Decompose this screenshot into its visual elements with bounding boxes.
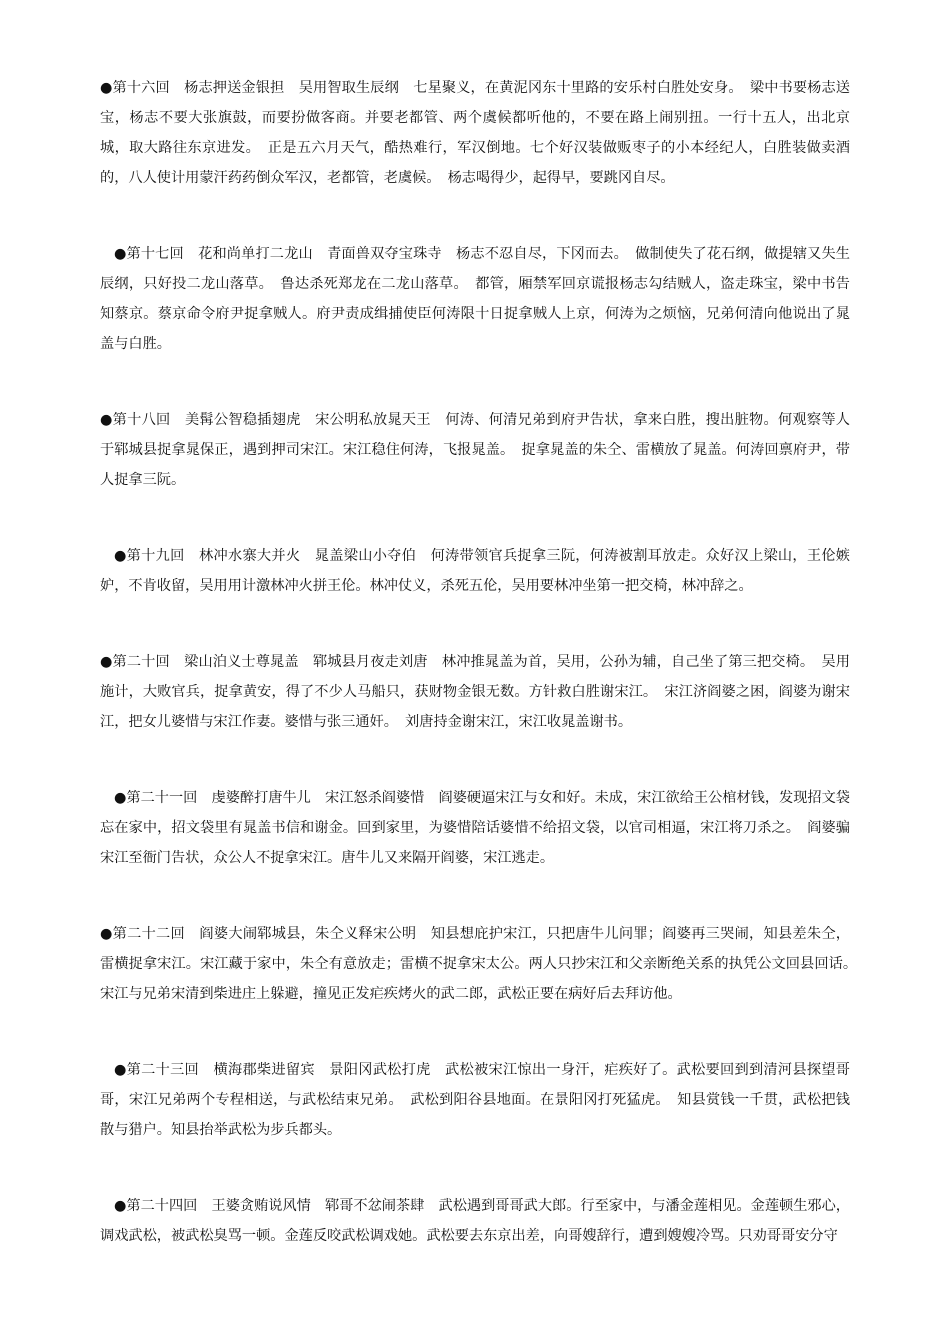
paragraph-chapter-22: ●第二十二回 阎婆大闹郓城县，朱仝义释宋公明 知县想庇护宋江，只把唐牛儿问罪；阎婆再三哭闹，知县差朱仝，雷横捉拿宋江。宋江藏于家中，朱仝有意放走；雷横不捉拿宋太公。两人只抄宋江和父亲断绝关系的执凭公文回县回话。 宋江与兄弟宋清到柴进庄上躲避，撞见正发疟疾烤火的武二郎，武松正要在病好后去拜访他。 xyxy=(100,926,865,1002)
paragraph-chapter-21: ●第二十一回 虔婆醉打唐牛儿 宋江怒杀阎婆惜 阎婆硬逼宋江与女和好。未成，宋江欲给王公棺材钱，发现招文袋忘在家中，招文袋里有晁盖书信和谢金。回到家里，为婆惜陪话婆惜不给招文袋，以官司相逼，宋江将刀杀之。 阎婆骗宋江至衙门告状，众公人不捉拿宋江。唐牛儿又来隔开阎婆，宋江逃走。 xyxy=(100,790,850,866)
paragraph-chapter-20: ●第二十回 梁山泊义士尊晁盖 郓城县月夜走刘唐 林冲推晁盖为首，吴用，公孙为辅，自己坐了第三把交椅。 吴用施计，大败官兵，捉拿黄安，得了不少人马船只，获财物金银无数。方针救白胜谢宋江。 宋江济阎婆之困，阎婆为谢宋江，把女儿婆惜与宋江作妻。婆惜与张三通奸。 刘唐持金谢宋江，宋江收晁盖谢书。 xyxy=(100,654,850,730)
paragraph-chapter-16: ●第十六回 杨志押送金银担 吴用智取生辰纲 七星聚义，在黄泥冈东十里路的安乐村白胜处安身。 梁中书要杨志送宝，杨志不要大张旗鼓，而要扮做客商。并要老都管、两个虞候都听他的，不要在路上闹别扭。一行十五人，出北京城，取大路往东京进发。 正是五六月天气，酷热难行，军汉倒地。七个好汉装做贩枣子的小本经纪人，白胜装做卖酒的，八人使计用蒙汗药药倒众军汉，老都管，老虞候。 杨志喝得少，起得早，要跳冈自尽。 xyxy=(100,80,850,186)
paragraph-chapter-17: ●第十七回 花和尚单打二龙山 青面兽双夺宝珠寺 杨志不忍自尽，下冈而去。 做制使失了花石纲，做提辖又失生辰纲，只好投二龙山落草。 鲁达杀死郑龙在二龙山落草。 都管，厢禁军回京谎报杨志勾结贼人，盗走珠宝，梁中书告知蔡京。蔡京命令府尹捉拿贼人。府尹责成缉捕使臣何涛限十日捉拿贼人上京，何涛为之烦恼，兄弟何清向他说出了晁盖与白胜。 xyxy=(100,246,850,352)
paragraph-chapter-18: ●第十八回 美髯公智稳插翅虎 宋公明私放晁天王 何涛、何清兄弟到府尹告状，拿来白胜，搜出脏物。何观察等人于郓城县捉拿晁保正，遇到押司宋江。宋江稳住何涛，飞报晁盖。 捉拿晁盖的朱仝、雷横放了晁盖。何涛回禀府尹，带人捉拿三阮。 xyxy=(100,412,850,488)
paragraph-chapter-23: ●第二十三回 横海郡柴进留宾 景阳冈武松打虎 武松被宋江惊出一身汗，疟疾好了。武松要回到到清河县探望哥哥，宋江兄弟两个专程相送，与武松结束兄弟。 武松到阳谷县地面。在景阳冈打死猛虎。 知县赏钱一千贯，武松把钱散与猎户。知县抬举武松为步兵都头。 xyxy=(100,1062,850,1138)
paragraph-chapter-19: ●第十九回 林冲水寨大并火 晁盖梁山小夺伯 何涛带领官兵捉拿三阮，何涛被割耳放走。众好汉上梁山，王伦嫉妒，不肯收留，吴用用计激林冲火拼王伦。林冲仗义，杀死五伦，吴用要林冲坐第一把交椅，林冲辞之。 xyxy=(100,548,850,594)
paragraph-chapter-24: ●第二十四回 王婆贪贿说风情 郓哥不忿闹茶肆 武松遇到哥哥武大郎。行至家中，与潘金莲相见。金莲顿生邪心，调戏武松，被武松臭骂一顿。金莲反咬武松调戏她。武松要去东京出差，向哥嫂辞行，遭到嫂嫂冷骂。只劝哥哥安分守 xyxy=(100,1198,850,1244)
